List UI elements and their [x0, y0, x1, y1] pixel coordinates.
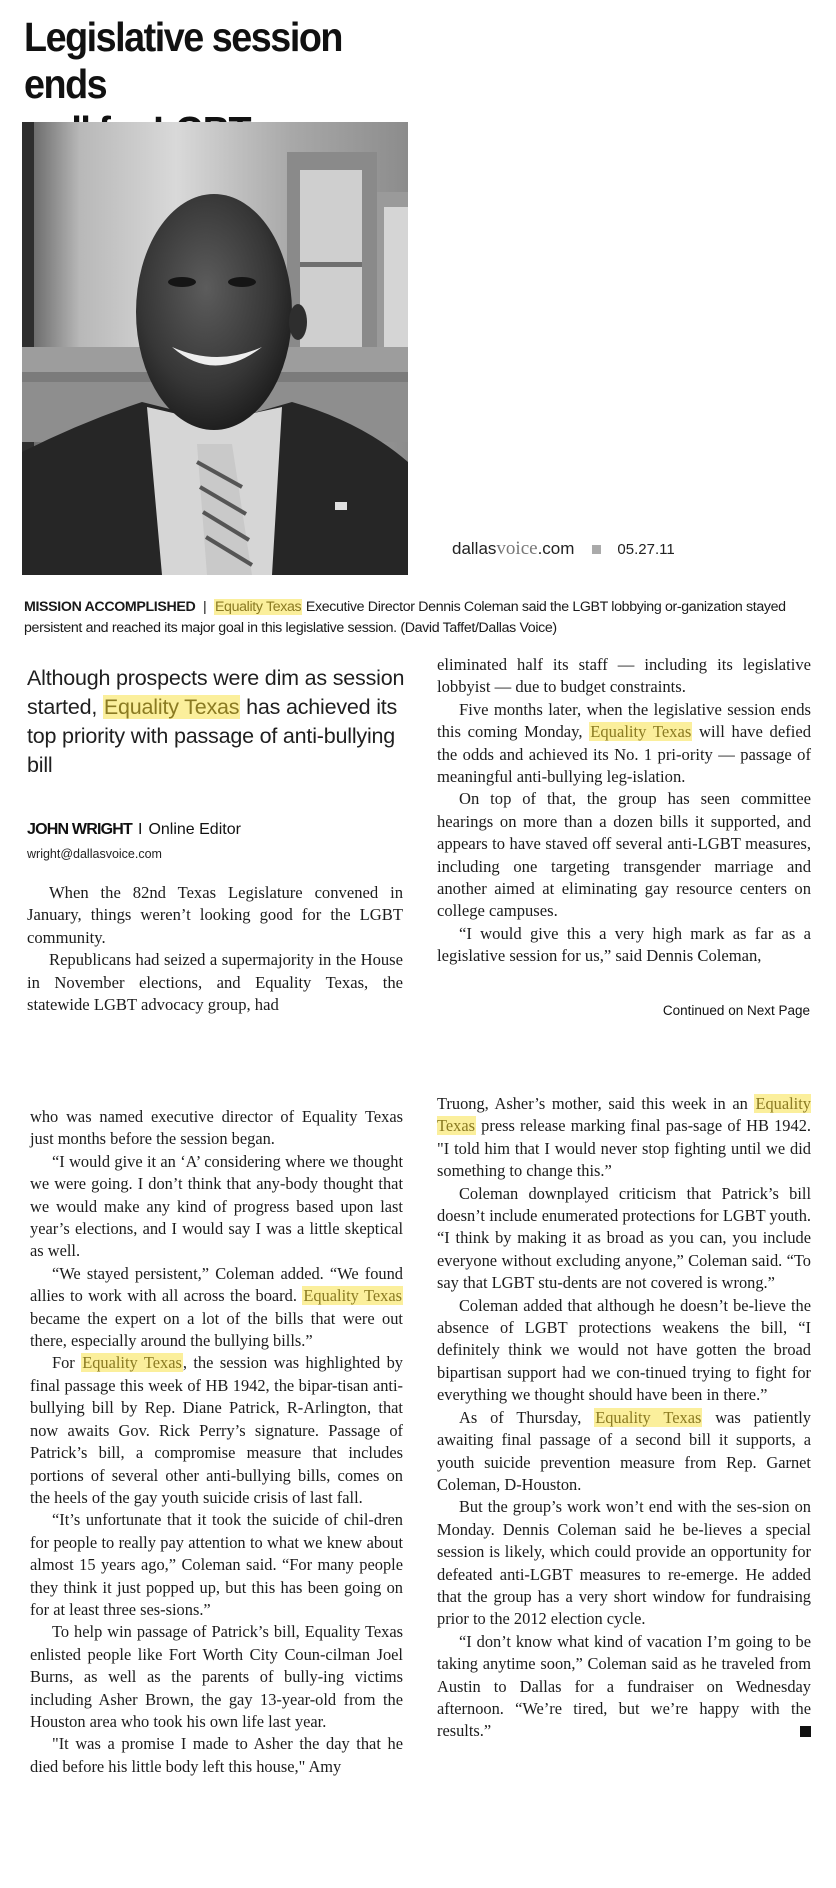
caption-label: MISSION ACCOMPLISHED: [24, 599, 196, 615]
paragraph: [437, 1407, 811, 1497]
text: became the expert on a lot of the bills that were out there, especially around the bullying bills.”: [30, 1308, 403, 1351]
site-name-voice: voice: [496, 538, 538, 559]
portrait-photo-image: [22, 122, 408, 575]
article-column-3: [30, 1106, 403, 1778]
paragraph: On top of that, the group has seen committee hearings on more than a dozen bills it supported, and appears to have staved off several anti-LGBT measures, including one targeting transgender marriage and another aimed at eliminating gay resource centers on college campuses.: [437, 789, 811, 921]
article-deck: [27, 664, 407, 780]
text: , the session was highlighted by final passage this week of HB 1942, the bipar-tisan anti-bullying bill by Rep. Diane Patrick, R-Arlington, that now awaits Gov. Rick Perry’s signature. Passage of Patrick’s bill, a compromise measure that includes portions of several other anti-bullying bills, comes on the heels of the gay youth suicide crisis of last fall.: [30, 1353, 403, 1507]
text: For: [52, 1353, 82, 1373]
paragraph: “I would give this a very high mark as far as a legislative session for us,” said Dennis Coleman,: [437, 923, 811, 966]
author-title: Online Editor: [148, 821, 241, 838]
caption-separator: |: [203, 599, 207, 615]
flag-pin: [335, 502, 347, 510]
site-name: [452, 539, 574, 558]
text: As of Thursday,: [459, 1407, 595, 1427]
face: [136, 194, 292, 430]
paragraph: [437, 699, 811, 789]
author-name: JOHN WRIGHT: [27, 821, 132, 838]
paragraph: When the 82nd Texas Legislature convened in January, things weren’t looking good for the LGBT community.: [27, 883, 403, 947]
deck-org-highlight: Equality Texas: [103, 695, 240, 719]
paragraph: To help win passage of Patrick’s bill, Equality Texas enlisted people like Fort Worth City Coun-cilman Joel Burns, as well as the parents of bully-ing victims including Asher Brown, the gay 13-year-old from the Houston area who took his own life last year.: [30, 1622, 403, 1731]
paragraph: Republicans had seized a supermajority in the House in November elections, and Equality Texas, the statewide LGBT advocacy group, had: [27, 950, 403, 1015]
text: will have defied the odds and achieved its No. 1 pri-ority — passage of meaningful anti-bullying leg-islation.: [437, 722, 811, 787]
paragraph: Coleman downplayed criticism that Patrick’s bill doesn’t include enumerated protections for LGBT youth. “I think by making it as broad as you can, you include everyone without excluding anyone,” Coleman said. “To say that LGBT stu-dents are not covered is wrong.”: [437, 1183, 811, 1293]
text: Five months later, when the legislative session ends this coming Monday,: [437, 699, 811, 742]
headline-line-1: Legislative session ends: [24, 14, 342, 107]
text: “We stayed persistent,” Coleman added. “We found allies to work with all across the board.: [30, 1263, 403, 1306]
paragraph: “I would give it an ‘A’ considering where we thought we were going. I don’t think that any-body thought that we would make any kind of progress based upon last year’s elections, and I would say I was a little skeptical as well.: [30, 1151, 403, 1261]
article-column-4: [437, 1093, 811, 1743]
org-highlight: Equality Texas: [82, 1353, 182, 1373]
paragraph: “It’s unfortunate that it took the suicide of chil-dren for people to really pay attention to what we knew about almost 15 years ago,” Coleman said. “For many people they think it just popped up, but this has been going on for at least three ses-sions.”: [30, 1510, 403, 1619]
deck-text-1: Although prospects were dim as session started,: [27, 666, 405, 719]
byline: [27, 821, 241, 839]
org-highlight: Equality Texas: [303, 1286, 402, 1306]
paragraph: [30, 1352, 403, 1509]
paragraph: who was named executive director of Equality Texas just months before the session began.: [30, 1107, 403, 1149]
photo-caption: [24, 597, 814, 639]
site-name-suffix: .com: [537, 539, 575, 558]
paragraph: [437, 1631, 811, 1743]
caption-text: Executive Director Dennis Coleman said the LGBT lobbying or-ganization stayed persistent and reached its major goal in this legislative session. (David Taffet/Dallas Voice): [24, 599, 786, 636]
paragraph: eliminated half its staff — including its legislative lobbyist — due to budget constraints.: [437, 655, 811, 697]
issue-date: 05.27.11: [617, 541, 675, 558]
byline-separator: I: [137, 821, 143, 838]
text: was patiently awaiting final passage of a second bill it supports, a youth suicide prevention measure from Rep. Garnet Coleman, D-Houston.: [437, 1407, 812, 1494]
org-highlight: Equality Texas: [590, 722, 692, 742]
org-highlight: Equality Texas: [595, 1407, 702, 1427]
org-highlight: Equality Texas: [437, 1094, 811, 1136]
author-email[interactable]: wright@dallasvoice.com: [27, 847, 162, 861]
continued-on-next-page: Continued on Next Page: [662, 1003, 810, 1018]
caption-org-highlight: Equality Texas: [214, 599, 302, 615]
article-photo: [22, 122, 408, 575]
text: “I don’t know what kind of vacation I’m going to be taking anytime soon,” Coleman said as he traveled from Austin to Dallas for a fundraiser on Wednesday afternoon. “We’re tired, but we’re happy with the results.”: [437, 1631, 811, 1741]
end-of-article-square-icon: [800, 1726, 811, 1737]
article-column-1: [27, 882, 403, 1016]
paragraph: "It was a promise I made to Asher the day that he died before his little body left this house," Amy: [30, 1734, 403, 1776]
paragraph: But the group’s work won’t end with the ses-sion on Monday. Dennis Coleman said he be-lieves a special session is likely, which could provide an opportunity for defeated anti-LGBT measures to re-emerge. He added that the group has a very short window for fundraising prior to the 2012 election cycle.: [437, 1497, 811, 1629]
site-name-prefix: dallas: [452, 539, 497, 558]
separator-square-icon: [592, 545, 601, 554]
deck-text-2: has achieved its top priority with passage of anti-bullying bill: [27, 695, 398, 777]
paragraph: Coleman added that although he doesn’t be-lieve the absence of LGBT protections weakens the bill, “I definitely think we would not have gotten the broad bipartisan support had we con-tinued trying to fight for everything we thought should have been in there.”: [437, 1295, 811, 1405]
paragraph: [437, 1093, 811, 1183]
article-column-2: [437, 654, 811, 968]
text: press release marking final pas-sage of HB 1942. "I told him that I would never stop fighting until we did something to change this.”: [437, 1116, 811, 1181]
text: Truong, Asher’s mother, said this week in an: [437, 1094, 755, 1113]
paragraph: [30, 1263, 403, 1353]
masthead-line: [452, 538, 675, 560]
